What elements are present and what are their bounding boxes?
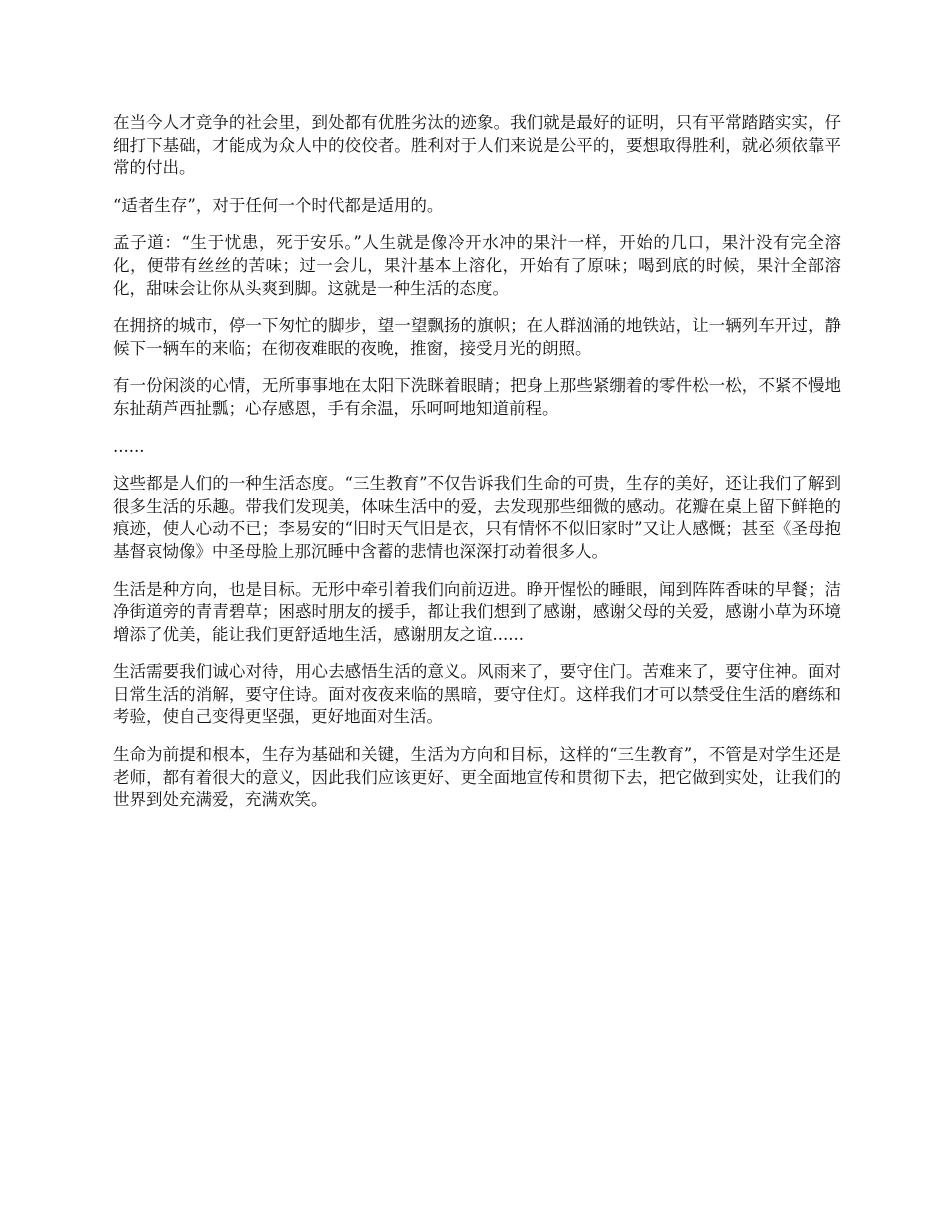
paragraph-4: 在拥挤的城市，停一下匆忙的脚步，望一望飘扬的旗帜；在人群汹涌的地铁站，让一辆列车开过，静候下一辆车的来临；在彻夜难眠的夜晚，推窗，接受月光的朗照。	[113, 316, 841, 358]
paragraph-1: 在当今人才竞争的社会里，到处都有优胜劣汰的迹象。我们就是最好的证明，只有平常踏踏实实，仔细打下基础，才能成为众人中的佼佼者。胜利对于人们来说是公平的，要想取得胜利，就必须依靠平常的付出。	[113, 113, 841, 178]
paragraph-3: 孟子道：“生于忧患，死于安乐。”人生就是像冷开水冲的果汁一样，开始的几口，果汁没有完全溶化，便带有丝丝的苦味；过一会儿，果汁基本上溶化，开始有了原味；喝到底的时候，果汁全部溶化，甜味会让你从头爽到脚。这就是一种生活的态度。	[113, 233, 841, 298]
paragraph-8: 生活是种方向，也是目标。无形中牵引着我们向前迈进。睁开惺忪的睡眼，闻到阵阵香味的早餐；洁净街道旁的青青碧草；困惑时朋友的援手，都让我们想到了感谢，感谢父母的关爱，感谢小草为环境增添了优美，能让我们更舒适地生活，感谢朋友之谊......	[113, 579, 841, 644]
paragraph-5: 有一份闲淡的心情，无所事事地在太阳下洗眯着眼睛；把身上那些紧绷着的零件松一松，不紧不慢地东扯葫芦西扯瓢；心存感恩，手有余温，乐呵呵地知道前程。	[113, 376, 841, 418]
paragraph-7: 这些都是人们的一种生活态度。“三生教育”不仅告诉我们生命的可贵，生存的美好，还让我们了解到很多生活的乐趣。带我们发现美，体味生活中的爱，去发现那些细微的感动。花瓣在桌上留下鲜艳的痕迹，使人心动不已；李易安的“旧时天气旧是衣，只有情怀不似旧家时”又让人感慨；甚至《圣母抱基督哀恸像》中圣母脸上那沉睡中含蓄的悲情也深深打动着很多人。	[113, 474, 841, 561]
paragraph-9: 生活需要我们诚心对待，用心去感悟生活的意义。风雨来了，要守住门。苦难来了，要守住神。面对日常生活的消解，要守住诗。面对夜夜来临的黑暗，要守住灯。这样我们才可以禁受住生活的磨练和考验，使自己变得更坚强，更好地面对生活。	[113, 662, 841, 727]
document-body	[113, 112, 841, 827]
paragraph-10: 生命为前提和根本，生存为基础和关键，生活为方向和目标，这样的“三生教育”，不管是对学生还是老师，都有着很大的意义，因此我们应该更好、更全面地宣传和贯彻下去，把它做到实处，让我们的世界到处充满爱，充满欢笑。	[113, 745, 841, 810]
ellipsis-paragraph: ......	[113, 436, 145, 456]
paragraph-2: “适者生存”，对于任何一个时代都是适用的。	[113, 195, 444, 215]
